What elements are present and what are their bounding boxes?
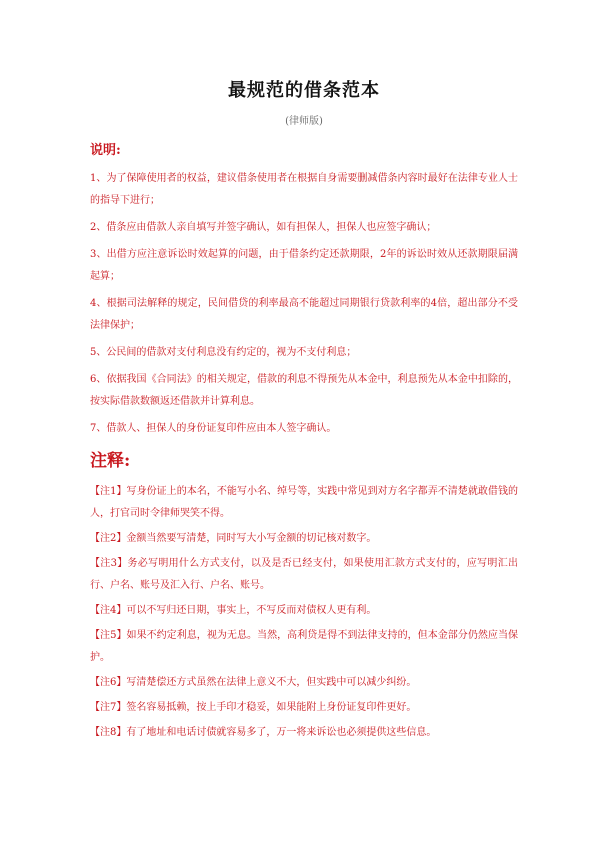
instructions-list <box>90 168 518 440</box>
note-text: 有了地址和电话讨债就容易多了，万一将来诉讼也必须提供这些信息。 <box>126 727 437 738</box>
note-text: 签名容易抵赖，按上手印才稳妥，如果能附上身份证复印件更好。 <box>126 702 417 713</box>
note-item <box>90 697 518 719</box>
note-item <box>90 672 518 694</box>
instructions-heading: 说明: <box>90 143 121 158</box>
note-tag: 【注2】 <box>90 533 127 544</box>
note-tag: 【注3】 <box>90 558 128 569</box>
note-text: 如果不约定利息，视为无息。当然，高利贷是得不到法律支持的，但本金部分仍然应当保护。 <box>90 630 519 663</box>
note-item <box>90 625 518 669</box>
notes-list <box>90 481 518 744</box>
note-tag: 【注4】 <box>90 605 127 616</box>
note-tag: 【注7】 <box>90 702 127 713</box>
note-text: 可以不写归还日期，事实上，不写反而对债权人更有利。 <box>126 605 377 616</box>
note-item <box>90 553 518 597</box>
instruction-item: 3、出借方应注意诉讼时效起算的问题，由于借条约定还款期限，2年的诉讼时效从还款期限届满起算； <box>90 249 518 282</box>
document-subtitle: (律师版) <box>285 116 323 127</box>
note-item <box>90 481 518 525</box>
note-item <box>90 722 518 744</box>
document-title: 最规范的借条范本 <box>228 80 380 101</box>
note-tag: 【注1】 <box>90 486 127 497</box>
instruction-item: 2、借条应由借款人亲自填写并签字确认，如有担保人，担保人也应签字确认； <box>90 222 437 233</box>
note-tag: 【注8】 <box>90 727 127 738</box>
note-tag: 【注6】 <box>90 677 127 688</box>
instruction-item: 7、借款人、担保人的身份证复印件应由本人签字确认。 <box>90 423 337 434</box>
note-text: 写身份证上的本名，不能写小名、绰号等，实践中常见到对方名字都弄不清楚就敢借钱的人，打官司时令律师哭笑不得。 <box>90 486 519 519</box>
instruction-item: 1、为了保障使用者的权益，建议借条使用者在根据自身需要删减借条内容时最好在法律专业人士的指导下进行； <box>90 173 518 206</box>
note-text: 写清楚偿还方式虽然在法律上意义不大，但实践中可以减少纠纷。 <box>126 677 417 688</box>
note-text: 务必写明用什么方式支付，以及是否已经支付，如果使用汇款方式支付的，应写明汇出行、户名、账号及汇入行、户名、账号。 <box>90 558 518 591</box>
note-text: 金额当然要写清楚，同时写大小写金额的切记核对数字。 <box>126 533 377 544</box>
notes-heading: 注释: <box>90 451 131 471</box>
note-tag: 【注5】 <box>90 630 127 641</box>
instruction-item: 5、公民间的借款对支付利息没有约定的，视为不支付利息； <box>90 347 357 358</box>
instruction-item: 6、依据我国《合同法》的相关规定，借款的利息不得预先从本金中，利息预先从本金中扣除的，按实际借款数额返还借款并计算利息。 <box>90 374 518 407</box>
note-item <box>90 600 518 622</box>
instruction-item: 4、根据司法解释的规定，民间借贷的利率最高不能超过同期银行贷款利率的4倍，超出部分不受法律保护； <box>90 298 518 331</box>
note-item <box>90 528 518 550</box>
